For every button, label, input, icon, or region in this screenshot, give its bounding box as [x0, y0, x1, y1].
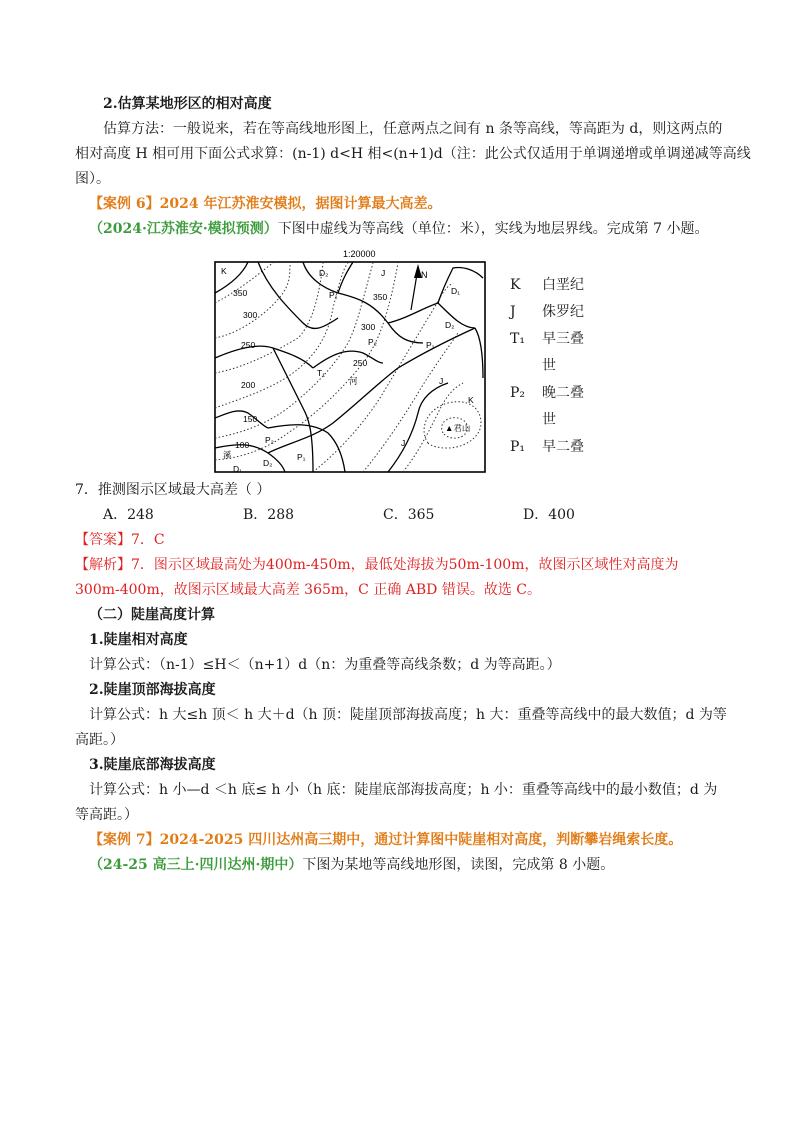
svg-text:P₂: P₂ [368, 337, 377, 347]
paragraph-line: 相对高度 H 相可用下面公式求算：(n-1) d<H 相<(n+1)d（注：此公式仅适用于单调递增或单调递减等高线 [75, 146, 751, 162]
svg-text:T₁: T₁ [317, 368, 326, 378]
part-title: （二）陡崖高度计算 [89, 607, 215, 623]
case-intro [75, 217, 727, 242]
case-title: 【案例 7】2024-2025 四川达州高三期中，通过计算图中陡崖相对高度，判断攀岩绳索长度。 [89, 832, 683, 848]
formula-line: 计算公式：（n-1）≤H＜（n+1）d（n：为重叠等高线条数；d 为等高距。） [89, 657, 561, 673]
analysis-line: 300m-400m，故图示区域最大高差 365m，C 正确 ABD 错误。故选 C。 [75, 582, 542, 598]
svg-text:300: 300 [361, 322, 376, 332]
subsection-title: 1.陡崖相对高度 [89, 632, 188, 648]
formula-line: 计算公式：h 小—d ＜h 底≤ h 小（h 底：陡崖底部海拔高度；h 小：重叠等高线中的最小数值；d 为 [89, 782, 718, 798]
option-d: D．400 [523, 507, 575, 523]
subsection-title: 2.陡崖顶部海拔高度 [89, 682, 216, 698]
legend-item: P₁ 早二叠 [510, 439, 584, 455]
legend-item: P₂ 晚二叠 [510, 385, 584, 401]
figure [75, 248, 727, 474]
svg-text:250: 250 [353, 358, 368, 368]
paragraph-line: 图）。 [75, 171, 110, 187]
contour-geology-map [213, 248, 487, 474]
svg-text:D₁: D₁ [451, 286, 461, 296]
option-c: C．365 [383, 507, 435, 523]
svg-text:P₁: P₁ [297, 452, 306, 462]
svg-text:D₂: D₂ [319, 268, 329, 278]
stream-label: 溪 [223, 450, 232, 460]
answer-options [75, 503, 727, 528]
case-intro-text: 下图中虚线为等高线（单位：米），实线为地层界线。完成第 7 小题。 [277, 221, 709, 237]
svg-text:D₂: D₂ [445, 320, 455, 330]
svg-text:K: K [468, 395, 474, 405]
svg-text:P₁: P₁ [329, 290, 338, 300]
svg-text:P₁: P₁ [426, 340, 435, 350]
map-legend [510, 272, 630, 461]
case-intro-text: 下图为某地等高线地形图，读图，完成第 8 小题。 [302, 857, 615, 873]
question-stem: 7．推测图示区域最大高差（ ） [75, 482, 271, 498]
svg-text:J: J [439, 376, 444, 386]
svg-text:J: J [381, 268, 386, 278]
case-intro [75, 853, 727, 878]
case-source: （2024·江苏淮安·模拟预测） [89, 221, 278, 237]
contour-label: 350 [233, 288, 248, 298]
section-title: 2.估算某地形区的相对高度 [103, 96, 272, 112]
formula-line: 高距。） [75, 732, 124, 748]
case-source: （24-25 高三上·四川达州·期中） [89, 857, 303, 873]
svg-text:D₂: D₂ [263, 458, 273, 468]
mountain-label: ▲君山 [445, 423, 471, 433]
legend-item: T₁ 早三叠 [510, 331, 584, 347]
map-scale: 1:20000 [343, 249, 376, 259]
svg-text:100: 100 [235, 440, 250, 450]
svg-text:D₁: D₁ [233, 464, 243, 474]
svg-text:J: J [401, 438, 406, 448]
option-b: B．288 [243, 507, 295, 523]
river-label: 河 [349, 376, 358, 386]
document-page [75, 92, 751, 878]
svg-text:350: 350 [373, 292, 388, 302]
formula-line: 等高距。） [75, 807, 138, 823]
paragraph-line: 估算方法：一般说来，若在等高线地形图上，任意两点之间有 n 条等高线，等高距为 d，则这两点的 [103, 121, 723, 137]
svg-text:250: 250 [241, 340, 256, 350]
svg-text:300: 300 [243, 310, 258, 320]
legend-item: K 白垩纪 [510, 277, 584, 293]
svg-text:K: K [221, 266, 227, 276]
svg-text:200: 200 [241, 380, 256, 390]
case-title: 【案例 6】2024 年江苏淮安模拟，据图计算最大高差。 [89, 196, 442, 212]
svg-text:P₂: P₂ [265, 435, 274, 445]
subsection-title: 3.陡崖底部海拔高度 [89, 757, 216, 773]
legend-item: 世 [542, 412, 556, 428]
option-a: A．248 [103, 507, 154, 523]
north-label: N [421, 270, 428, 280]
legend-item: 世 [542, 358, 556, 374]
answer: 【答案】7．C [75, 532, 165, 548]
analysis-line: 【解析】7．图示区域最高处为400m-450m，最低处海拔为50m-100m，故图示区域性对高度为 [75, 557, 679, 573]
svg-text:150: 150 [243, 414, 258, 424]
legend-item: J 侏罗纪 [510, 304, 584, 320]
formula-line: 计算公式：h 大≤h 顶＜ h 大＋d（h 顶：陡崖顶部海拔高度；h 大：重叠等高线中的最大数值；d 为等 [89, 707, 727, 723]
